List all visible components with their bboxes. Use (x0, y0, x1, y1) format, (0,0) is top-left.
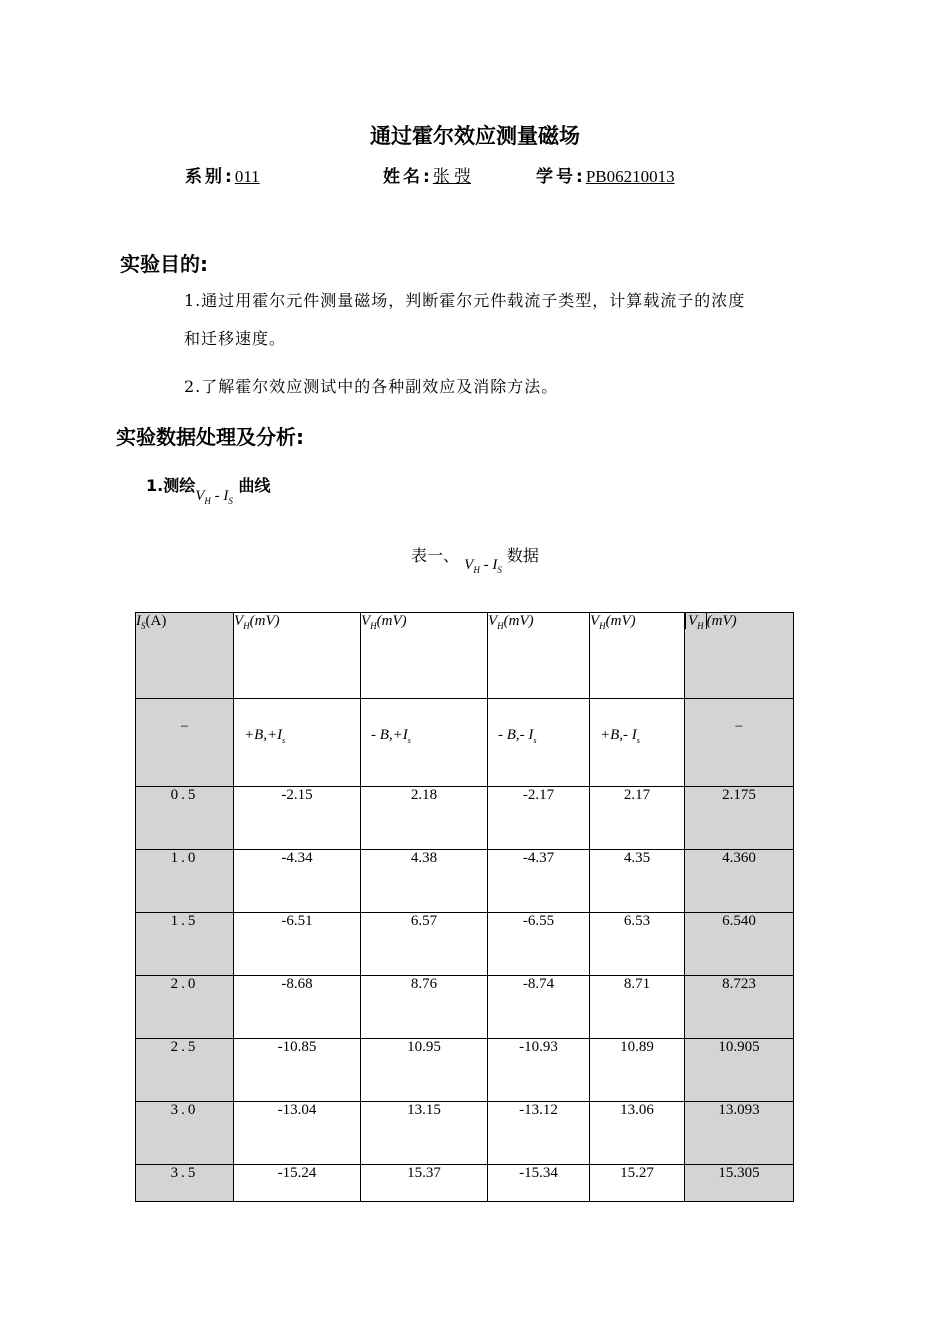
vh-cell: 15.27 (590, 1165, 685, 1202)
vh-cell: 2.18 (361, 787, 488, 850)
vh-cell: 4.35 (590, 850, 685, 913)
condition-row (136, 699, 794, 787)
vh-is-formula: $V_H - I_S$ (195, 488, 233, 506)
condition-cell: - B,- $I_s$ (488, 699, 590, 787)
subsection-1-suffix: 曲线 (238, 476, 271, 495)
dept-label: 系别: (185, 167, 235, 187)
header-vh-4: $V_H(mV)$ (590, 613, 685, 699)
avg-cell: 15.305 (685, 1165, 794, 1202)
avg-cell: 13.093 (685, 1102, 794, 1165)
vh-cell: 13.06 (590, 1102, 685, 1165)
table-row (136, 787, 794, 850)
vh-cell: -10.85 (234, 1039, 361, 1102)
vh-cell: 2.17 (590, 787, 685, 850)
vh-cell: -2.15 (234, 787, 361, 850)
table-caption (0, 543, 950, 575)
table-row (136, 976, 794, 1039)
objective-item-2: 2.了解霍尔效应测试中的各种副效应及消除方法。 (184, 377, 559, 396)
name-field (383, 162, 471, 187)
table-row (136, 1165, 794, 1202)
vh-cell: 6.53 (590, 913, 685, 976)
avg-cell: 2.175 (685, 787, 794, 850)
header-vh-3: $V_H(mV)$ (488, 613, 590, 699)
vh-cell: -13.04 (234, 1102, 361, 1165)
table-row (136, 1039, 794, 1102)
is-cell: 2.5 (136, 1039, 234, 1102)
is-cell: 1.0 (136, 850, 234, 913)
vh-cell: -10.93 (488, 1039, 590, 1102)
vh-cell: 13.15 (361, 1102, 488, 1165)
data-table (135, 612, 794, 1202)
is-cell: 3.0 (136, 1102, 234, 1165)
table-row (136, 913, 794, 976)
dept-value: 011 (234, 167, 260, 186)
page-title: 通过霍尔效应测量磁场 (370, 124, 580, 148)
objective-item-1: 1.通过用霍尔元件测量磁场，判断霍尔元件载流子类型，计算载流子的浓度 (184, 291, 746, 310)
condition-cell: +B,- $I_s$ (590, 699, 685, 787)
header-vh-avg: $V_H$ (mV) (685, 613, 794, 699)
vh-cell: -8.68 (234, 976, 361, 1039)
is-cell: 3.5 (136, 1165, 234, 1202)
vh-cell: 15.37 (361, 1165, 488, 1202)
vh-cell: -6.51 (234, 913, 361, 976)
header-vh-1: $V_H(mV)$ (234, 613, 361, 699)
condition-cell: - $B,+I_s$ (361, 699, 488, 787)
condition-avg-cell: − (685, 699, 794, 787)
student-id-field (536, 162, 675, 187)
name-label: 姓名: (383, 167, 433, 187)
vh-cell: -2.17 (488, 787, 590, 850)
vh-cell: 10.89 (590, 1039, 685, 1102)
avg-cell: 8.723 (685, 976, 794, 1039)
name-value: 张 弢 (432, 167, 472, 186)
analysis-heading: 实验数据处理及分析: (116, 425, 304, 449)
avg-cell: 4.360 (685, 850, 794, 913)
student-id-label: 学号: (536, 167, 586, 187)
table-row (136, 850, 794, 913)
is-cell: 0.5 (136, 787, 234, 850)
caption-suffix: 数据 (506, 546, 539, 565)
vh-cell: 8.71 (590, 976, 685, 1039)
objective-heading: 实验目的: (120, 252, 208, 276)
vh-cell: -4.37 (488, 850, 590, 913)
vh-cell: 10.95 (361, 1039, 488, 1102)
vh-cell: -6.55 (488, 913, 590, 976)
vh-cell: -8.74 (488, 976, 590, 1039)
vh-cell: -15.24 (234, 1165, 361, 1202)
vh-cell: -15.34 (488, 1165, 590, 1202)
vh-cell: -4.34 (234, 850, 361, 913)
student-id-value: PB06210013 (585, 167, 675, 186)
objective-item-1-cont: 和迁移速度。 (184, 329, 287, 348)
vh-cell: 6.57 (361, 913, 488, 976)
header-is: $I_S(A)$ (136, 613, 234, 699)
is-cell: 1.5 (136, 913, 234, 976)
avg-cell: 6.540 (685, 913, 794, 976)
subsection-1-title (146, 473, 271, 506)
avg-cell: 10.905 (685, 1039, 794, 1102)
dept-field (185, 162, 260, 187)
header-vh-2: $V_H(mV)$ (361, 613, 488, 699)
vh-cell: 4.38 (361, 850, 488, 913)
table-row (136, 1102, 794, 1165)
caption-formula: $V_H - I_S$ (464, 557, 502, 575)
vh-cell: 8.76 (361, 976, 488, 1039)
vh-cell: -13.12 (488, 1102, 590, 1165)
caption-prefix: 表一、 (411, 546, 460, 565)
subsection-1-prefix: 1.测绘 (146, 476, 196, 495)
condition-cell: $+B,+I_s$ (234, 699, 361, 787)
condition-is-cell: − (136, 699, 234, 787)
header-row (136, 613, 794, 699)
is-cell: 2.0 (136, 976, 234, 1039)
